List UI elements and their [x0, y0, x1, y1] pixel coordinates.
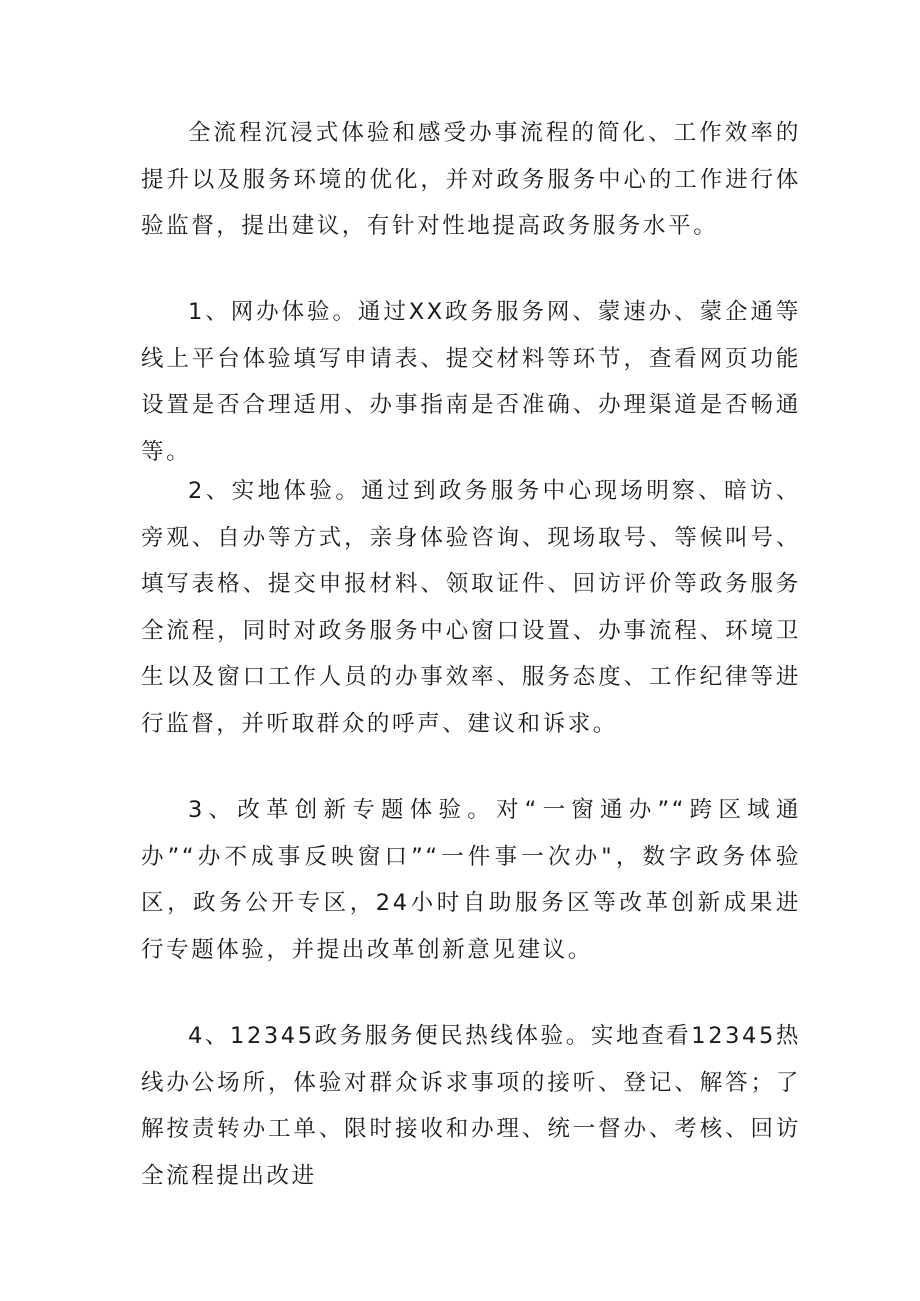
- paragraph-hotline-12345: 4、12345政务服务便民热线体验。实地查看12345热线办公场所，体验对群众诉求事项的接听、登记、解答；了解按责转办工单、限时接收和办理、统一督办、考核、回访全流程提出改进: [141, 1023, 801, 1189]
- paragraph-onsite-experience: 2、实地体验。通过到政务服务中心现场明察、暗访、旁观、自办等方式，亲身体验咨询、现场取号、等候叫号、填写表格、提交申报材料、领取证件、回访评价等政务服务全流程，同时对政务服务中心窗口设置、办事流程、环境卫生以及窗口工作人员的办事效率、服务态度、工作纪律等进行监督，并听取群众的呼声、建议和诉求。: [141, 478, 801, 737]
- paragraph-intro-continuation: 全流程沉浸式体验和感受办事流程的简化、工作效率的提升以及服务环境的优化，并对政务服务中心的工作进行体验监督，提出建议，有针对性地提高政务服务水平。: [141, 120, 801, 239]
- paragraph-reform-innovation: 3、改革创新专题体验。对“一窗通办”“跨区域通办”“办不成事反映窗口”“一件事一次办"，数字政务体验区，政务公开专区，24小时自助服务区等改革创新成果进行专题体验，并提出改革创新意见建议。: [141, 797, 801, 963]
- paragraph-online-experience: 1、网办体验。通过XX政务服务网、蒙速办、蒙企通等线上平台体验填写申请表、提交材料等环节，查看网页功能设置是否合理适用、办事指南是否准确、办理渠道是否畅通等。: [141, 299, 801, 465]
